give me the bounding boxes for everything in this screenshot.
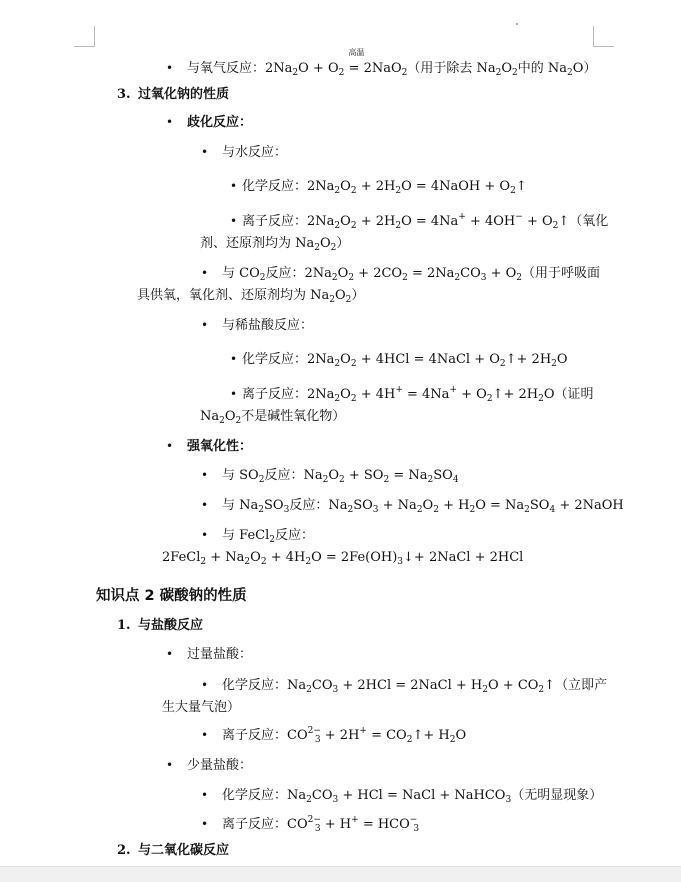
subsection-title: 少量盐酸：: [187, 758, 253, 773]
bullet: •: [201, 788, 209, 802]
section-title: 与二氧化碳反应: [138, 843, 230, 858]
equation-line: 离子反应：$2Na_2O_2 + 2H_2O = 4Na^+ + 4OH^-$ + $O_2↑$（氧化: [242, 212, 609, 231]
section-number: 1.: [117, 618, 131, 633]
bullet: •: [166, 61, 174, 75]
item-title: 与稀盐酸反应：: [222, 318, 314, 333]
equation-continuation: 生大量气泡）: [162, 700, 241, 715]
equation-line: 与 $Na_2SO_3$反应：$Na_2SO_3 + Na_2O_2 + H_2O = Na_2SO_4$ + 2NaOH: [222, 498, 624, 515]
section-number: 3.: [117, 87, 131, 102]
equation-line: 化学反应：$Na_2CO_3$ + HCl = NaCl + NaHCO$_3$（无明显现象）: [222, 788, 603, 805]
bullet: •: [201, 817, 209, 831]
bullet: •: [201, 145, 209, 159]
bullet: •: [201, 468, 209, 482]
bullet: •: [166, 758, 174, 772]
equation-line: 化学反应：$Na_2CO_3 + 2HCl$ = 2NaCl + $H_2O$ + $CO_2↑$（立即产: [222, 678, 608, 695]
subsection-title: 强氧化性：: [187, 439, 253, 454]
subsection-title: 过量盐酸：: [187, 647, 253, 662]
bullet: •: [201, 678, 209, 692]
knowledge-point-heading: 知识点 2 碳酸钠的性质: [96, 588, 247, 604]
reaction-condition: 高温 =: [348, 48, 365, 76]
equation-line: 离子反应：$2Na_2O_2 + 4H^+ = 4Na^+$ + $O_2↑+ 2H_2O$（证明: [242, 385, 594, 404]
section-title: 与盐酸反应: [138, 618, 204, 633]
bullet: •: [166, 439, 174, 453]
section-number: 2.: [117, 843, 131, 858]
bullet: •: [201, 728, 209, 742]
bullet: •: [230, 214, 238, 228]
page-corner-marker-left: [74, 26, 95, 47]
bullet: •: [166, 647, 174, 661]
oxygen-reaction-label: 与氧气反应：: [187, 61, 266, 76]
equation-continuation: 具供氧，氧化剂、还原剂均为 $Na_2O_2$）: [137, 288, 365, 305]
equation-line: 化学反应：$2Na_2O_2 + 4HCl$ = 4NaCl + $O_2↑+ 2H_2O$: [242, 352, 568, 369]
oxygen-reaction-line: 与氧气反应：$2Na_2O + O_2$ 高温 = 2NaO$_2$（用于除去 $Na_2O_2$中的 $Na_2O$）: [187, 48, 597, 78]
item-title: 与水反应：: [222, 145, 288, 160]
page-corner-marker-right: [593, 26, 614, 47]
bullet: •: [201, 528, 209, 542]
bullet: •: [201, 318, 209, 332]
equation-continuation: 剂、还原剂均为 $Na_2O_2$）: [200, 236, 350, 253]
bullet: •: [230, 179, 238, 193]
bullet: •: [230, 352, 238, 366]
window-bottom-bar: [0, 866, 681, 882]
bullet: •: [201, 498, 209, 512]
equation-line: 离子反应：$CO^{2-}_3 + H^+ = HCO^-_3$: [222, 815, 420, 834]
page-speck: [516, 23, 518, 25]
bullet: •: [201, 266, 209, 280]
subsection-title: 歧化反应：: [187, 115, 253, 130]
equation-continuation: $Na_2O_2$不是碱性氧化物）: [200, 409, 346, 426]
equation-line: 离子反应：$CO^{2-}_3 + 2H^+$ = $CO_2↑+ H_2O$: [222, 726, 467, 745]
equation-line: 化学反应：$2Na_2O_2 + 2H_2O$ = 4NaOH + $O_2↑$: [242, 179, 527, 196]
equation-line: 与 $CO_2$反应：$2Na_2O_2 + 2CO_2 = 2Na_2CO_3 + O_2$（用于呼吸面: [222, 266, 601, 283]
section-title: 过氧化钠的性质: [138, 87, 230, 102]
equation-line: 与 $SO_2$反应：$Na_2O_2 + SO_2 = Na_2SO_4$: [222, 468, 459, 485]
bullet: •: [166, 115, 174, 129]
bullet: •: [230, 387, 238, 401]
item-title: 与 FeCl$_2$反应：: [222, 528, 314, 545]
equation-line: 2FeCl$_2$ + $Na_2O_2 + 4H_2O$ = $2Fe(OH)_3↓+$ 2NaCl + 2HCl: [162, 550, 524, 567]
